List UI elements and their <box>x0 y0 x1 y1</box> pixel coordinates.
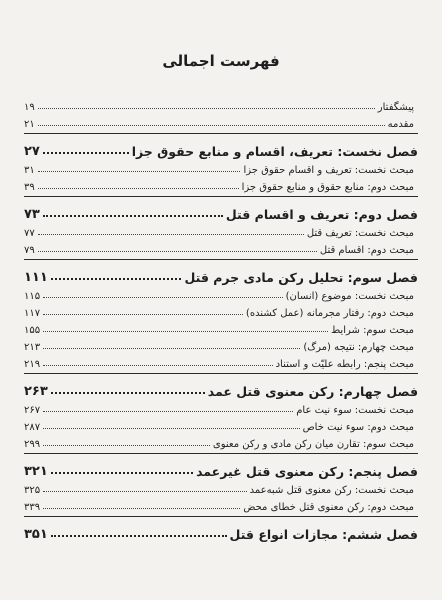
toc-subsection-entry[interactable] <box>24 433 418 450</box>
dot-leader <box>38 188 239 189</box>
toc-page-number: ۳۱ <box>24 165 35 176</box>
toc-page-number: ۲۱۳ <box>24 342 41 353</box>
dot-leader <box>38 251 317 252</box>
toc-subsection-entry[interactable] <box>24 222 418 239</box>
toc-subsection-entry[interactable] <box>24 239 418 256</box>
dot-leader <box>43 491 246 492</box>
toc-entry-title: مبحث چهارم: نتیجه (مرگ) <box>303 342 414 353</box>
dot-leader <box>43 365 272 366</box>
toc-entry-title: مبحث دوم: سوء نیت خاص <box>302 422 414 433</box>
section-divider <box>24 373 418 374</box>
table-of-contents <box>24 96 418 542</box>
dot-leader <box>51 278 182 280</box>
toc-page-number: ۳۵۱ <box>24 527 48 542</box>
toc-page-number: ۷۷ <box>24 228 35 239</box>
section-divider <box>24 516 418 517</box>
toc-entry-title: مقدمه <box>387 119 414 130</box>
section-divider <box>24 259 418 260</box>
section-divider <box>24 133 418 134</box>
toc-subsection-entry[interactable] <box>24 285 418 302</box>
toc-page-number: ۳۲۱ <box>24 464 48 479</box>
toc-entry-title: مبحث سوم: شرایط <box>330 325 414 336</box>
toc-chapter-entry[interactable] <box>24 137 418 159</box>
toc-page-number: ۳۲۵ <box>24 485 41 496</box>
toc-entry-title: مبحث دوم: اقسام قتل <box>319 245 414 256</box>
toc-entry-title: فصل دوم: تعریف و اقسام قتل <box>225 207 418 222</box>
toc-page-number: ۷۹ <box>24 245 35 256</box>
toc-subsection-entry[interactable] <box>24 336 418 353</box>
toc-subsection-entry[interactable] <box>24 399 418 416</box>
toc-entry-title: مبحث نخست: سوء نیت عام <box>296 405 414 416</box>
dot-leader <box>51 472 193 474</box>
toc-entry-title: مبحث نخست: تعریف و اقسام حقوق جزا <box>243 165 414 176</box>
dot-leader <box>38 171 241 172</box>
toc-subsection-entry[interactable] <box>24 353 418 370</box>
toc-chapter-entry[interactable] <box>24 520 418 542</box>
toc-entry-title: مبحث دوم: منابع حقوق و منابع حقوق جزا <box>241 182 414 193</box>
dot-leader <box>43 445 210 446</box>
toc-entry-title: فصل چهارم: رکن معنوی قتل عمد <box>207 384 418 399</box>
toc-subsection-entry[interactable] <box>24 159 418 176</box>
toc-page-number: ۲۹۹ <box>24 439 41 450</box>
dot-leader <box>43 331 328 332</box>
toc-page-number: ۲۱ <box>24 119 35 130</box>
toc-subsection-entry[interactable] <box>24 302 418 319</box>
toc-entry-title: مبحث نخست: رکن معنوی قتل شبه‌عمد <box>249 485 414 496</box>
dot-leader <box>38 125 385 126</box>
dot-leader <box>43 411 293 412</box>
toc-subsection-entry[interactable] <box>24 176 418 193</box>
toc-page-number: ۳۹ <box>24 182 35 193</box>
toc-page-number: ۲۱۹ <box>24 359 41 370</box>
dot-leader <box>43 314 243 315</box>
toc-page-number: ۷۳ <box>24 207 40 222</box>
toc-page-number: ۱۱۵ <box>24 291 41 302</box>
dot-leader <box>43 348 300 349</box>
toc-front-entry[interactable] <box>24 113 418 130</box>
toc-entry-title: مبحث نخست: موضوع (انسان) <box>285 291 414 302</box>
dot-leader <box>43 428 299 429</box>
toc-page-number: ۱۵۵ <box>24 325 41 336</box>
section-divider <box>24 196 418 197</box>
toc-page-number: ۲۸۷ <box>24 422 41 433</box>
dot-leader <box>43 152 129 154</box>
toc-entry-title: مبحث دوم: رفتار مجرمانه (عمل کشنده) <box>245 308 414 319</box>
dot-leader <box>43 215 223 217</box>
toc-chapter-entry[interactable] <box>24 377 418 399</box>
toc-entry-title: فصل پنجم: رکن معنوی قتل غیرعمد <box>196 464 418 479</box>
toc-entry-title: فصل سوم: تحلیل رکن مادی جرم قتل <box>184 270 418 285</box>
toc-page-number: ۲۷ <box>24 144 40 159</box>
toc-entry-title: پیشگفتار <box>377 102 414 113</box>
toc-page-number: ۲۶۳ <box>24 384 48 399</box>
page-title: فهرست اجمالی <box>162 52 280 70</box>
dot-leader <box>51 535 227 537</box>
toc-subsection-entry[interactable] <box>24 416 418 433</box>
dot-leader <box>43 297 283 298</box>
toc-entry-title: مبحث سوم: تقارن میان رکن مادی و رکن معنوی <box>212 439 414 450</box>
toc-page-number: ۲۶۷ <box>24 405 41 416</box>
toc-entry-title: فصل ششم: مجازات انواع قتل <box>229 527 418 542</box>
toc-front-entry[interactable] <box>24 96 418 113</box>
toc-chapter-entry[interactable] <box>24 457 418 479</box>
dot-leader <box>38 108 375 109</box>
dot-leader <box>43 508 240 509</box>
toc-page-number: ۳۳۹ <box>24 502 41 513</box>
toc-subsection-entry[interactable] <box>24 496 418 513</box>
toc-page-number: ۱۱۱ <box>24 270 48 285</box>
toc-page-number: ۱۱۷ <box>24 308 41 319</box>
dot-leader <box>51 392 205 394</box>
toc-subsection-entry[interactable] <box>24 479 418 496</box>
toc-chapter-entry[interactable] <box>24 200 418 222</box>
toc-entry-title: فصل نخست: تعریف، اقسام و منابع حقوق جزا <box>131 144 418 159</box>
section-divider <box>24 453 418 454</box>
dot-leader <box>38 234 304 235</box>
toc-entry-title: مبحث دوم: رکن معنوی قتل خطای محض <box>243 502 414 513</box>
toc-page-number: ۱۹ <box>24 102 35 113</box>
toc-entry-title: مبحث نخست: تعریف قتل <box>306 228 414 239</box>
toc-chapter-entry[interactable] <box>24 263 418 285</box>
toc-subsection-entry[interactable] <box>24 319 418 336</box>
toc-entry-title: مبحث پنجم: رابطه علیّت و استناد <box>275 359 414 370</box>
